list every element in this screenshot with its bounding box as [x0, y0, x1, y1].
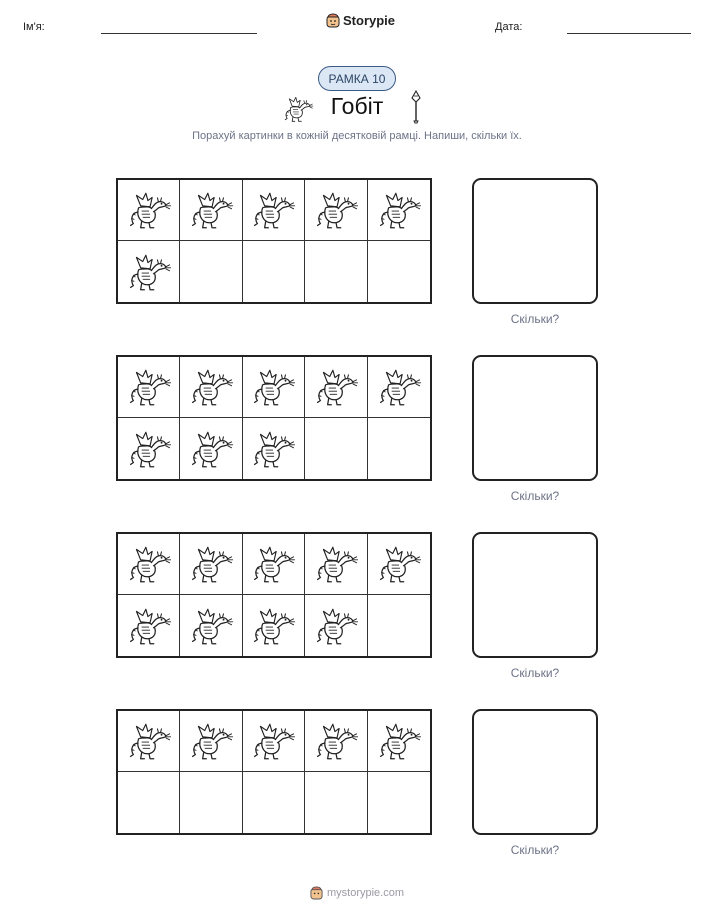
instructions: Порахуй картинки в кожній десятковій рамці. Напиши, скільки їх. — [192, 130, 522, 142]
ten-frame — [116, 532, 432, 658]
ten-frame-cell — [243, 241, 305, 302]
ten-frame-cell — [243, 772, 305, 833]
dragon-icon — [188, 428, 234, 470]
dragon-icon — [313, 543, 359, 585]
ten-frame-cell — [368, 241, 430, 302]
how-many-label: Скільки? — [510, 843, 560, 857]
dragon-icon — [250, 720, 296, 762]
ten-frame — [116, 709, 432, 835]
answer-box[interactable] — [472, 178, 598, 304]
ten-frame-cell — [305, 595, 367, 656]
ten-frame-cell — [243, 180, 305, 241]
ten-frame-cell — [305, 772, 367, 833]
ten-frame-cell — [305, 241, 367, 302]
ten-frame-cell — [243, 357, 305, 418]
dragon-icon — [250, 189, 296, 231]
brand-logo — [326, 12, 395, 28]
dragon-icon — [126, 366, 172, 408]
dragon-icon — [188, 543, 234, 585]
ten-frame-cell — [180, 357, 242, 418]
dragon-icon — [313, 189, 359, 231]
dragon-icon — [376, 720, 422, 762]
ten-frame-cell — [118, 772, 180, 833]
frame-badge: РАМКА 10 — [318, 66, 396, 91]
ten-frame-cell — [118, 418, 180, 479]
ten-frame-cell — [180, 418, 242, 479]
ten-frame-cell — [368, 772, 430, 833]
ten-frame-cell — [180, 711, 242, 772]
dragon-icon — [126, 428, 172, 470]
spear-icon — [409, 90, 423, 124]
footer-url[interactable]: mystorypie.com — [326, 886, 405, 899]
ten-frame-cell — [118, 534, 180, 595]
ten-frame-cell — [243, 711, 305, 772]
answer-box[interactable] — [472, 532, 598, 658]
ten-frame-cell — [180, 180, 242, 241]
footer — [0, 885, 714, 900]
ten-frame-cell — [118, 357, 180, 418]
date-field-line[interactable] — [567, 33, 691, 34]
ten-frame — [116, 178, 432, 304]
name-label: Ім'я: — [23, 21, 45, 33]
dragon-icon — [250, 605, 296, 647]
dragon-icon — [250, 543, 296, 585]
dragon-icon — [376, 366, 422, 408]
ten-frame-cell — [368, 418, 430, 479]
ten-frame-cell — [243, 534, 305, 595]
ten-frame-cell — [243, 418, 305, 479]
ten-frame-cell — [243, 595, 305, 656]
title-row — [0, 90, 714, 126]
ten-frame-cell — [118, 595, 180, 656]
ten-frame-cell — [118, 711, 180, 772]
ten-frame-cell — [368, 534, 430, 595]
ten-frame-cell — [180, 595, 242, 656]
dragon-icon — [126, 605, 172, 647]
name-field-line[interactable] — [101, 33, 257, 34]
dragon-icon — [313, 605, 359, 647]
ten-frame-cell — [368, 357, 430, 418]
dragon-icon — [188, 366, 234, 408]
ten-frame-cell — [305, 711, 367, 772]
dragon-icon — [376, 543, 422, 585]
dragon-icon — [313, 720, 359, 762]
worksheet-header — [0, 0, 714, 60]
ten-frame-cell — [180, 241, 242, 302]
answer-box[interactable] — [472, 355, 598, 481]
dragon-icon — [126, 251, 172, 293]
pie-character-icon — [310, 885, 323, 900]
pie-character-icon — [326, 12, 340, 28]
ten-frame-cell — [305, 534, 367, 595]
dragon-icon — [188, 189, 234, 231]
date-label: Дата: — [495, 21, 523, 33]
ten-frame — [116, 355, 432, 481]
how-many-label: Скільки? — [510, 312, 560, 326]
how-many-label: Скільки? — [510, 666, 560, 680]
ten-frame-cell — [368, 711, 430, 772]
dragon-icon — [250, 428, 296, 470]
brand-name: Storypie — [343, 12, 396, 28]
ten-frame-cell — [305, 357, 367, 418]
ten-frame-cell — [305, 180, 367, 241]
dragon-icon — [126, 720, 172, 762]
dragon-icon — [250, 366, 296, 408]
ten-frame-cell — [368, 180, 430, 241]
ten-frame-cell — [118, 241, 180, 302]
ten-frame-cell — [118, 180, 180, 241]
ten-frame-cell — [368, 595, 430, 656]
dragon-icon — [188, 720, 234, 762]
page-title: Гобіт — [330, 93, 384, 119]
ten-frame-cell — [180, 772, 242, 833]
dragon-icon — [188, 605, 234, 647]
how-many-label: Скільки? — [510, 489, 560, 503]
dragon-icon — [313, 366, 359, 408]
ten-frame-cell — [180, 534, 242, 595]
ten-frame-cell — [305, 418, 367, 479]
dragon-icon — [376, 189, 422, 231]
dragon-icon — [126, 543, 172, 585]
answer-box[interactable] — [472, 709, 598, 835]
dragon-icon — [126, 189, 172, 231]
